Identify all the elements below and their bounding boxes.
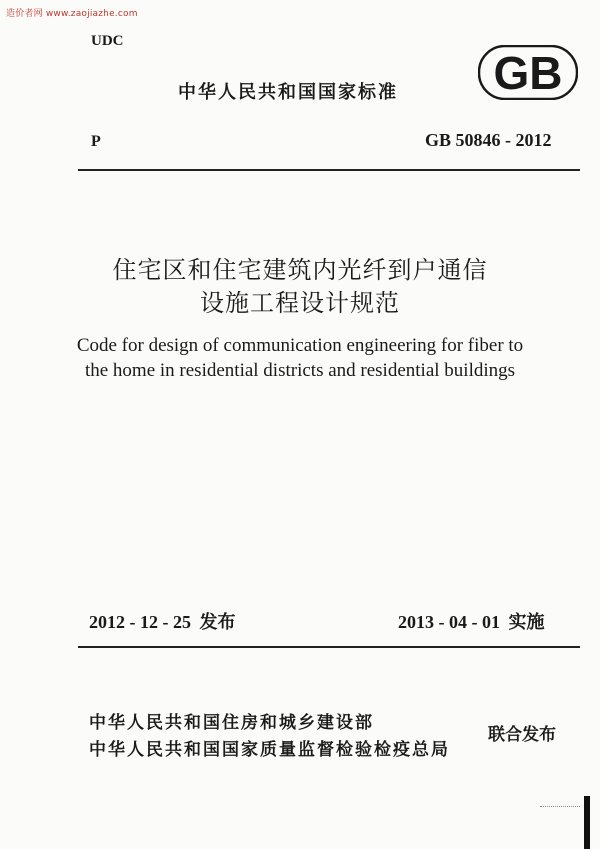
title-en-line2: the home in residential districts and residential buildings xyxy=(84,360,516,381)
national-standard-heading: 中华人民共和国国家标准 xyxy=(178,82,398,103)
title-cn-line1: 住宅区和住宅建筑内光纤到户通信 xyxy=(112,256,488,284)
header-divider xyxy=(78,169,580,171)
issuer-line1: 中华人民共和国住房和城乡建设部 xyxy=(89,713,374,733)
release-date-block xyxy=(89,608,236,634)
title-cn-line2: 设施工程设计规范 xyxy=(200,289,400,317)
classification-code: P xyxy=(91,133,101,150)
footer-divider xyxy=(78,646,580,648)
standard-number: GB 50846 - 2012 xyxy=(425,130,552,150)
gb-logo-text: GB xyxy=(493,47,563,99)
release-date: 2012 - 12 - 25 xyxy=(89,612,191,632)
gb-logo xyxy=(478,45,578,100)
implement-label: 实施 xyxy=(508,612,545,633)
issuer-line2: 中华人民共和国国家质量监督检验检疫总局 xyxy=(89,740,450,760)
title-en-line1: Code for design of communication engineering for fiber to xyxy=(76,335,524,356)
udc-label: UDC xyxy=(91,33,124,49)
site-watermark: 造价者网 www.zaojiazhe.com xyxy=(6,9,138,19)
joint-issue-label: 联合发布 xyxy=(488,725,556,745)
scan-edge-mark xyxy=(584,796,590,849)
implement-date-block xyxy=(398,608,545,634)
scan-dotted-mark xyxy=(540,806,580,808)
release-label: 发布 xyxy=(199,612,236,633)
implement-date: 2013 - 04 - 01 xyxy=(398,612,500,632)
